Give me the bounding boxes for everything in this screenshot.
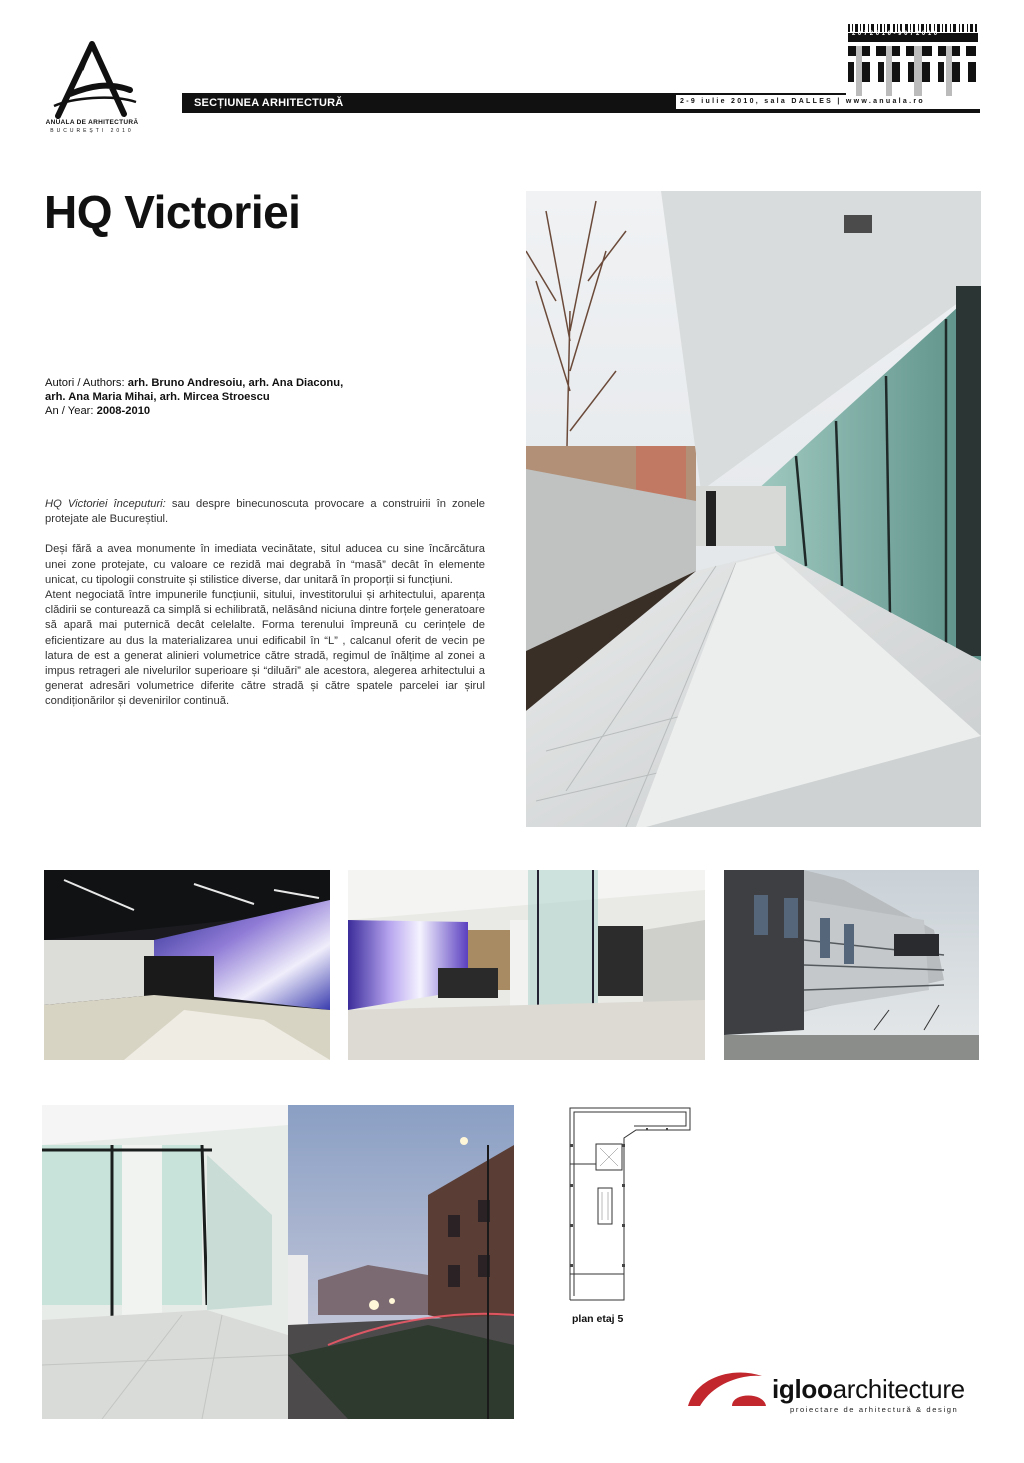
intro-rest: sau despre binecunoscuta provocare a construirii în zonele protejate ale Bucureștiul. <box>45 498 485 526</box>
firm-name-bold: igloo <box>772 1374 833 1404</box>
description-intro <box>45 497 485 527</box>
firm-name <box>772 1374 965 1404</box>
project-title: HQ Victoriei <box>44 186 301 238</box>
photo-street-evening <box>288 1105 514 1419</box>
intro-italic: HQ Victoriei începuturi: <box>45 498 166 510</box>
photo-street-facade <box>724 870 979 1060</box>
barcode-dates: 2072010-9072010 <box>852 31 940 37</box>
year-label: An / Year: <box>45 405 94 417</box>
event-info: 2-9 iulie 2010, sala DALLES | www.anuala.ro <box>680 98 925 105</box>
section-title: SECȚIUNEA ARHITECTURĂ <box>194 97 344 109</box>
plan-caption: plan etaj 5 <box>572 1313 624 1325</box>
firm-name-light: architecture <box>832 1374 965 1404</box>
logo-caption-text: ANUALA DE ARHITECTURĂ <box>45 119 139 126</box>
authors-line-1: arh. Bruno Andresoiu, arh. Ana Diaconu, <box>127 377 344 389</box>
floor-plan-drawing <box>566 1104 692 1304</box>
project-description <box>45 497 485 710</box>
authors-label: Autori / Authors: <box>45 377 125 389</box>
logo-caption <box>40 119 144 135</box>
firm-tagline: proiectare de arhitectură & design <box>790 1405 959 1414</box>
description-paragraph-2: Deși fără a avea monumente în imediata vecinătate, situl aducea cu sine încărcătura unei zone protejate, cu valoare ce rezidă mai degrabă în “masă” decât în elemente unicat, cu tipologii construite și stilistice diverse, dar unitară în proporții si funcțiuni. <box>45 543 485 586</box>
igloo-logo-icon <box>686 1366 776 1410</box>
photo-lobby-mural <box>44 870 330 1060</box>
photo-glass-gallery <box>42 1105 288 1419</box>
project-credits <box>45 376 485 418</box>
year-value: 2008-2010 <box>96 405 151 417</box>
photo-lobby-reception <box>348 870 705 1060</box>
authors-line-2: arh. Ana Maria Mihai, arh. Mircea Stroescu <box>45 391 270 403</box>
photo-exterior-walkway <box>526 191 981 827</box>
logo-subcaption: BUCUREȘTI 2010 <box>50 128 134 134</box>
description-paragraph-3: Atent negociată între impunerile funcțiunii, sitului, investitorului și arhitectului, aparența clădirii se conturează ca simplă si echilibrată, nelăsând niciuna dintre forțele generatoare să apară mai puternică decât celelalte. Forma terenului împreună cu cerințele de eficientizare au dus la materializarea unui edificabil în “L” , calcanul oferit de vecin pe latura de est a generat alinieri volumetrice către stradă, regimul de înălțime al zonei a impus retrageri ale nivelurilor superioare și “diluări” ale acestora, alegerea arhitectului a generat adresări volumetrice diferite către stradă și către spatele parcelei iar șirul condiționărilor și devenirilor continuă. <box>45 589 485 708</box>
